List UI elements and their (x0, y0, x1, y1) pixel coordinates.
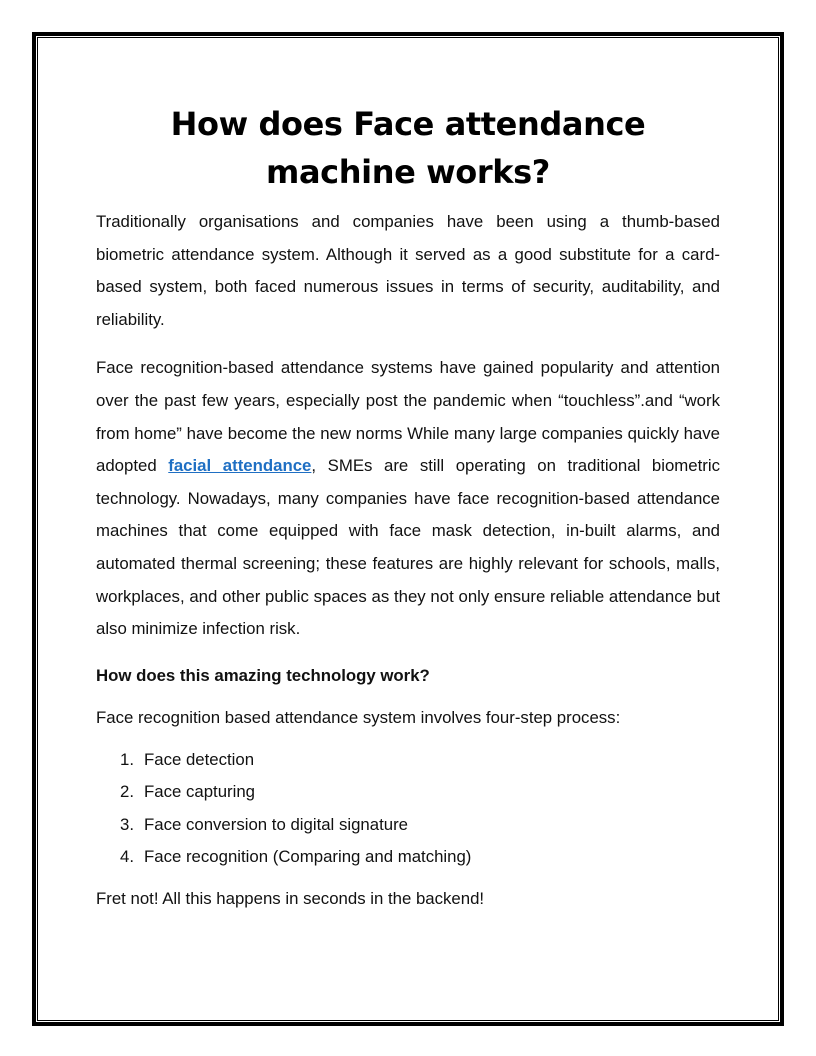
paragraph-text-before-link: Face recognition-based attendance systems have gained popularity and attention over the past few years, especially post the pandemic when “touchless”.and “work from home” have become the new norms While many large companies quickly have adopted (96, 358, 720, 476)
section-subheading: How does this amazing technology work? (96, 665, 430, 685)
paragraph-text-after-link: , SMEs are still operating on traditional biometric technology. Nowadays, many companies have face recognition-based attendance machines that come equipped with face mask detection, in-built alarms, and automated thermal screening; these features are highly relevant for schools, malls, workplaces, and other public spaces as they not only ensure reliable attendance but also minimize infection risk. (96, 456, 720, 639)
list-item-number: 4. (120, 846, 134, 866)
list-item-number: 2. (120, 782, 134, 802)
facial-attendance-link[interactable]: facial attendance (168, 456, 312, 476)
document-content (96, 100, 720, 913)
list-item-text: Face recognition (Comparing and matching) (144, 846, 472, 866)
list-item (120, 809, 720, 841)
list-item (120, 776, 720, 808)
list-item-text: Face capturing (144, 782, 256, 802)
list-item (120, 744, 720, 776)
paragraph-face-recognition (96, 352, 720, 645)
process-steps-list (96, 744, 720, 874)
list-item-text: Face conversion to digital signature (144, 814, 408, 834)
list-item-number: 1. (120, 749, 134, 769)
page-title: How does Face attendance machine works? (170, 105, 646, 191)
list-item (120, 841, 720, 873)
closing-paragraph: Fret not! All this happens in seconds in the backend! (96, 889, 485, 909)
list-item-text: Face detection (144, 749, 255, 769)
list-item-number: 3. (120, 814, 134, 834)
paragraph-intro: Traditionally organisations and companies have been using a thumb-based biometric attendance system. Although it served as a good substitute for a card-based system, both faced numerous issues in terms of security, auditability, and reliability. (96, 212, 720, 329)
process-intro: Face recognition based attendance system involves four-step process: (96, 707, 621, 727)
